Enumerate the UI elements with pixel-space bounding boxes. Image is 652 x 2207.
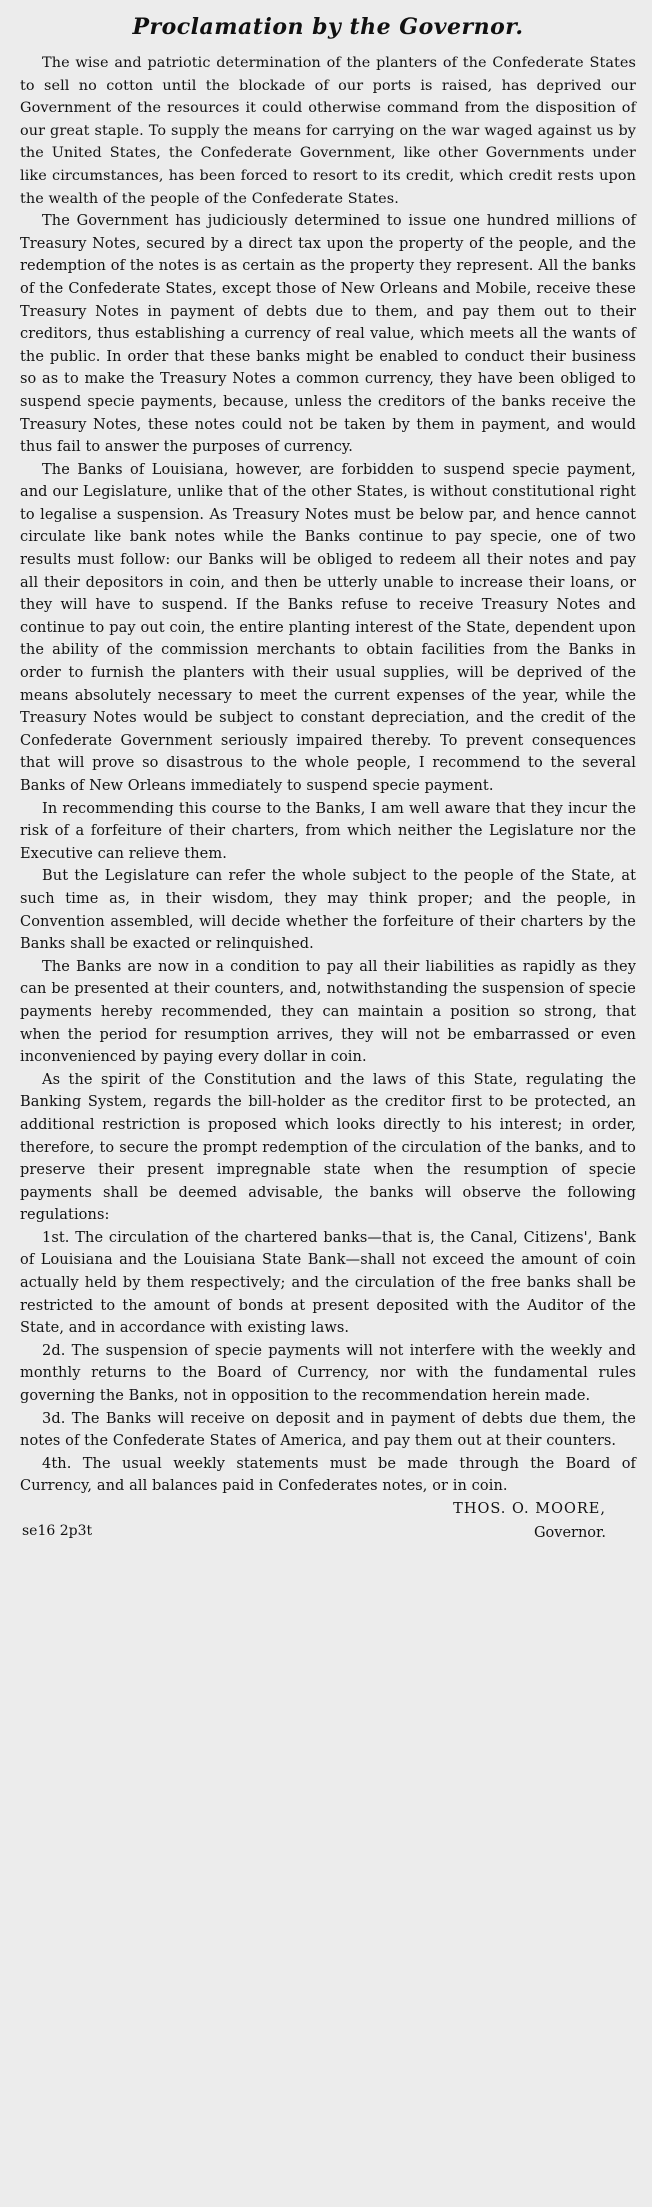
regulation-4: 4th. The usual weekly statements must be made through the Board of Currency, and all balances paid in Confederates notes, or in coin. — [20, 1455, 636, 1495]
signature-block — [20, 1498, 636, 1544]
insertion-code: se16 2p3t — [22, 1523, 93, 1539]
paragraph-3: The Banks of Louisiana, however, are forbidden to suspend specie payment, and our Legislature, unlike that of the other States, is without constitutional right to legalise a suspension. As Treasury Notes must be below par, and hence cannot circulate like bank notes while the Banks continue to pay specie, one of two results must follow: our Banks will be obliged to redeem all their notes and pay all their depositors in coin, and then be utterly unable to increase their loans, or they will have to suspend. If the Banks refuse to receive Treasury Notes and continue to pay out coin, the entire planting interest of the State, dependent upon the ability of the commission merchants to obtain facilities from the Banks in order to furnish the planters with their usual supplies, will be deprived of the means absolutely necessary to meet the current expenses of the year, while the Treasury Notes would be subject to constant depreciation, and the credit of the Confederate Government seriously impaired thereby. To prevent consequences that will prove so disastrous to the whole people, I recommend to the several Banks of New Orleans immediately to suspend specie payment. — [20, 461, 636, 794]
regulation-3: 3d. The Banks will receive on deposit and in payment of debts due them, the notes of the Confederate States of America, and pay them out at their counters. — [20, 1410, 636, 1450]
signatory-title: Governor. — [533, 1525, 606, 1541]
paragraph-5: But the Legislature can refer the whole subject to the people of the State, at such time as, in their wisdom, they may think proper; and the people, in Convention assembled, will decide whether the forfeiture of their charters by the Banks shall be exacted or relinquished. — [20, 868, 636, 953]
signatory-name: THOS. O. MOORE, — [453, 1501, 606, 1517]
headline: Proclamation by the Governor. — [132, 14, 524, 40]
paragraph-2: The Government has judiciously determined to issue one hundred millions of Treasury Notes, secured by a direct tax upon the property of the people, and the redemption of the notes is as certain as the property they represent. All the banks of the Confederate States, except those of New Orleans and Mobile, receive these Treasury Notes in payment of debts due to them, and pay them out to their creditors, thus establishing a currency of real value, which meets all the wants of the public. In order that these banks might be enabled to conduct their business so as to make the Treasury Notes a common currency, they have been obliged to suspend specie payments, because, unless the creditors of the banks receive the Treasury Notes, these notes could not be taken by them in payment, and would thus fail to answer the purposes of currency. — [20, 213, 636, 456]
paragraph-7: As the spirit of the Constitution and the laws of this State, regulating the Banking System, regards the bill-holder as the creditor first to be protected, an additional restriction is proposed which looks directly to his interest; in order, therefore, to secure the prompt redemption of the circulation of the banks, and to preserve their present impregnable state when the resumption of specie payments shall be deemed advisable, the banks will observe the following regulations: — [20, 1071, 636, 1224]
paragraph-6: The Banks are now in a condition to pay all their liabilities as rapidly as they can be presented at their counters, and, notwithstanding the suspension of specie payments hereby recommended, they can maintain a position so strong, that when the period for resumption arrives, they will not be embarrassed or even inconvenienced by paying every dollar in coin. — [20, 958, 636, 1066]
proclamation-body — [20, 52, 636, 1498]
paragraph-1: The wise and patriotic determination of the planters of the Confederate States to sell no cotton until the blockade of our ports is raised, has deprived our Government of the resources it could otherwise command from the disposition of our great staple. To supply the means for carrying on the war waged against us by the United States, the Confederate Government, like other Governments under like circumstances, has been forced to resort to its credit, which credit rests upon the wealth of the people of the Confederate States. — [20, 55, 636, 207]
regulation-2: 2d. The suspension of specie payments will not interfere with the weekly and monthly returns to the Board of Currency, nor with the fundamental rules governing the Banks, not in opposition to the recommendation herein made. — [20, 1342, 636, 1405]
paragraph-4: In recommending this course to the Banks, I am well aware that they incur the risk of a forfeiture of their charters, from which neither the Legislature nor the Executive can relieve them. — [20, 800, 636, 862]
regulation-1: 1st. The circulation of the chartered banks—that is, the Canal, Citizens', Bank of Louisiana and the Louisiana State Bank—shall not exceed the amount of coin actually held by them respectively; and the circulation of the free banks shall be restricted to the amount of bonds at present deposited with the Auditor of the State, and in accordance with existing laws. — [20, 1229, 636, 1337]
